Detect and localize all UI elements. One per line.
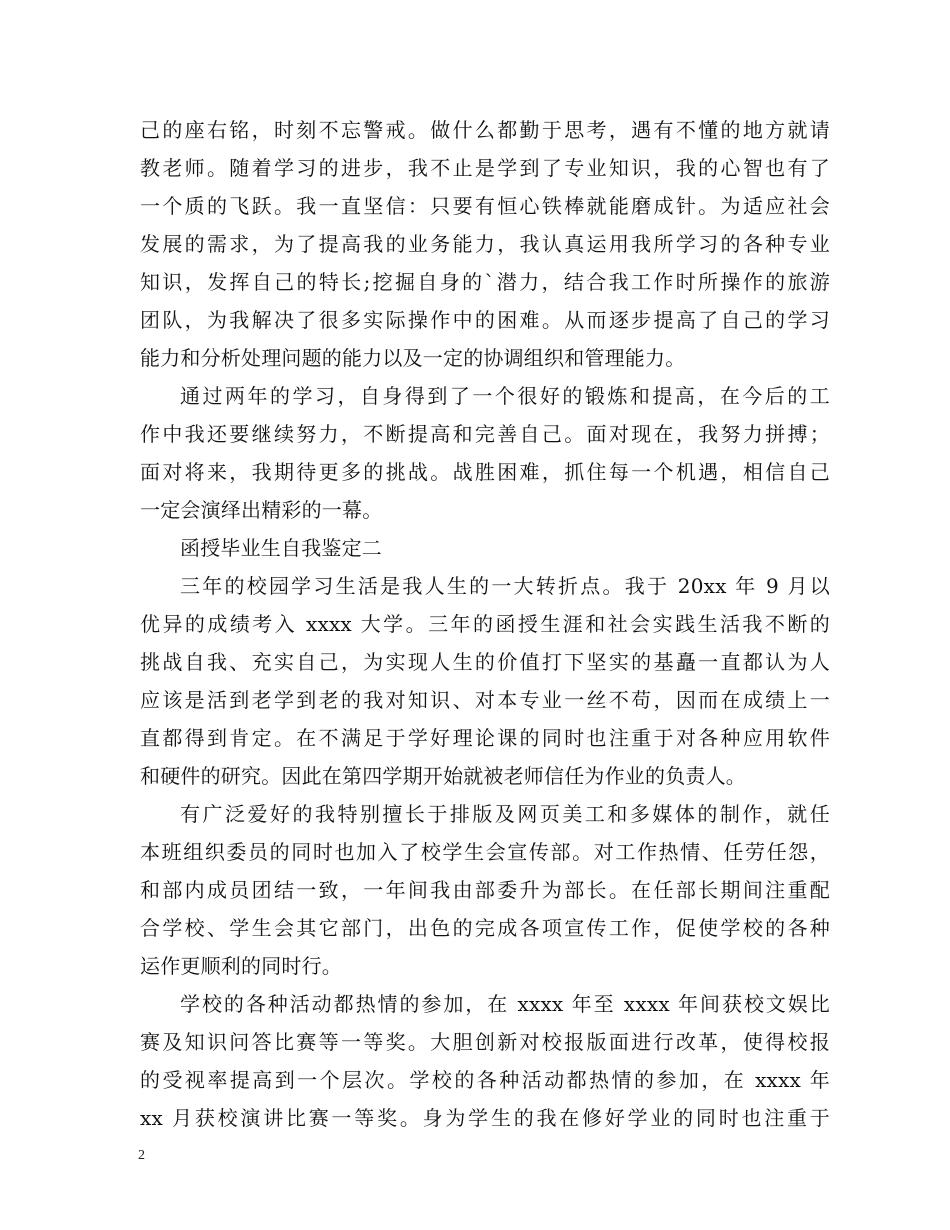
text-line: 挑战自我、充实自己，为实现人生的价值打下坚实的基矗一直都认为人 (140, 650, 830, 674)
text-line: 和硬件的研究。因此在第四学期开始就被老师信任为作业的负责人。 (140, 764, 746, 788)
paragraph-first-line: 学校的各种活动都热情的参加，在 xxxx 年至 xxxx 年间获校文娱比 (180, 992, 830, 1016)
text-line: 团队，为我解决了很多实际操作中的困难。从而逐步提高了自己的学习 (140, 308, 830, 332)
text-line: 本班组织委员的同时也加入了校学生会宣传部。对工作热情、任劳任怨， (140, 840, 830, 864)
text-line: xx 月获校演讲比赛一等奖。身为学生的我在修好学业的同时也注重于 (140, 1106, 830, 1130)
page-number: 2 (138, 1148, 145, 1163)
text-line: 一定会演绎出精彩的一幕。 (140, 498, 383, 522)
paragraph-first-line: 三年的校园学习生活是我人生的一大转折点。我于 20xx 年 9 月以 (180, 574, 830, 598)
text-line: 发展的需求，为了提高我的业务能力，我认真运用我所学习的各种专业 (140, 232, 830, 256)
text-line: 合学校、学生会其它部门，出色的完成各项宣传工作，促使学校的各种 (140, 916, 830, 940)
paragraph-first-line: 通过两年的学习，自身得到了一个很好的锻炼和提高，在今后的工 (180, 384, 830, 408)
text-line: 和部内成员团结一致，一年间我由部委升为部长。在任部长期间注重配 (140, 878, 830, 902)
section-heading: 函授毕业生自我鉴定二 (180, 536, 382, 560)
text-line: 直都得到肯定。在不满足于学好理论课的同时也注重于对各种应用软件 (140, 726, 830, 750)
text-line: 作中我还要继续努力，不断提高和完善自己。面对现在，我努力拼搏； (140, 422, 830, 446)
text-line: 优异的成绩考入 xxxx 大学。三年的函授生涯和社会实践生活我不断的 (140, 612, 830, 636)
text-line: 运作更顺利的同时行。 (140, 954, 342, 978)
text-line: 应该是活到老学到老的我对知识、对本专业一丝不苟，因而在成绩上一 (140, 688, 830, 712)
text-line: 己的座右铭，时刻不忘警戒。做什么都勤于思考，遇有不懂的地方就请 (140, 118, 830, 142)
text-line: 能力和分析处理问题的能力以及一定的协调组织和管理能力。 (140, 346, 686, 370)
text-line: 教老师。随着学习的进步，我不止是学到了专业知识，我的心智也有了 (140, 156, 830, 180)
text-line: 面对将来，我期待更多的挑战。战胜困难，抓住每一个机遇，相信自己 (140, 460, 830, 484)
text-line: 一个质的飞跃。我一直坚信：只要有恒心铁棒就能磨成针。为适应社会 (140, 194, 830, 218)
text-line: 赛及知识问答比赛等一等奖。大胆创新对校报版面进行改革，使得校报 (140, 1030, 830, 1054)
paragraph-first-line: 有广泛爱好的我特别擅长于排版及网页美工和多媒体的制作，就任 (180, 802, 830, 826)
text-line: 的受视率提高到一个层次。学校的各种活动都热情的参加，在 xxxx 年 (140, 1068, 830, 1092)
text-line: 知识，发挥自己的特长;挖掘自身的`潜力，结合我工作时所操作的旅游 (140, 270, 830, 294)
